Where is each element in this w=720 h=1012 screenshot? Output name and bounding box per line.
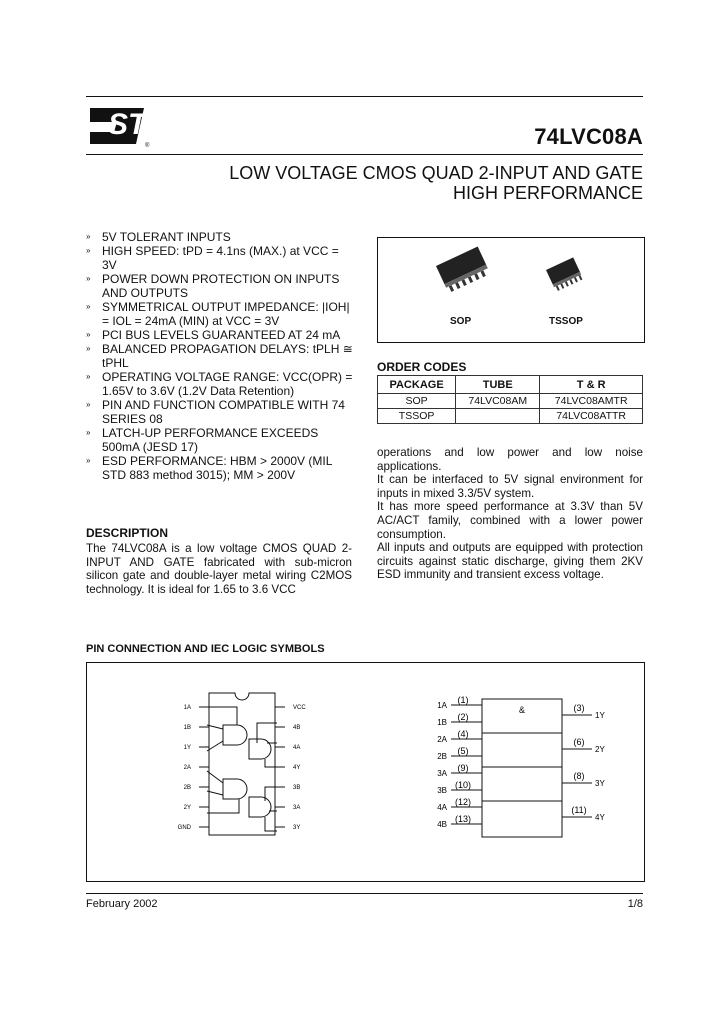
order-codes-table [377,375,643,424]
feature-item: » HIGH SPEED: tPD = 4.1ns (MAX.) at VCC = 3V [86,244,356,272]
column-header: TUBE [456,376,540,394]
table-cell [456,409,540,424]
dip-right-pin-label: 4B [293,725,301,731]
description-left: The 74LVC08A is a low voltage CMOS QUAD 2-INPUT AND GATE fabricated with sub-micron silicon gate and double-layer metal wiring C2MOS technology. It is ideal for 1.65 to 3.6 VCC [86,542,352,596]
dip-left-pin-label: 1Y [183,745,191,751]
tssop-label: TSSOP [549,316,583,327]
dip-left-pin-label: 2Y [183,805,191,811]
iec-output-label: 4Y [595,813,605,822]
feature-item: » LATCH-UP PERFORMANCE EXCEEDS 500mA (JESD 17) [86,426,356,454]
table-cell: SOP [378,394,456,409]
iec-input-pin-number: (1) [457,695,469,705]
feature-item: » PCI BUS LEVELS GUARANTEED AT 24 mA [86,328,356,342]
description-right [377,446,643,582]
iec-input-pin-number: (12) [454,797,472,807]
dip-left-pin-label: 1B [183,725,191,731]
dip-left-pin-label: GND [177,825,191,831]
order-codes-heading: ORDER CODES [377,360,467,374]
iec-output-label: 3Y [595,779,605,788]
iec-output-pin-number: (11) [571,805,587,815]
iec-input-pin-number: (2) [457,712,469,722]
dip-right-pin-label: 4A [293,745,301,751]
feature-item: » ESD PERFORMANCE: HBM > 2000V (MIL STD 883 method 3015); MM > 200V [86,454,356,482]
dip-right-pin-label: 3B [293,785,301,791]
logo-text: ST [108,108,147,141]
table-cell: 74LVC08AM [456,394,540,409]
iec-input-label: 2A [437,735,447,744]
pin-diagram [87,663,644,881]
dip-left-pin-label: 2B [183,785,191,791]
pin-connection-heading: PIN CONNECTION AND IEC LOGIC SYMBOLS [86,643,325,655]
table-header-row [378,376,643,394]
iec-output-pin-number: (3) [573,703,585,713]
feature-item: » PIN AND FUNCTION COMPATIBLE WITH 74 SERIES 08 [86,398,356,426]
gate-symbol: & [519,705,526,715]
iec-input-label: 4B [437,820,447,829]
feature-item: » SYMMETRICAL OUTPUT IMPEDANCE: |IOH| = IOL = 24mA (MIN) at VCC = 3V [86,300,356,328]
iec-input-label: 3B [437,786,447,795]
table-row [378,409,643,424]
st-logo [86,104,154,148]
footer-date: February 2002 [86,898,158,910]
top-rule [86,96,643,97]
iec-output-label: 1Y [595,711,605,720]
iec-input-pin-number: (5) [457,746,469,756]
description-paragraph: All inputs and outputs are equipped with protection circuits against static discharge, giving them 2KV ESD immunity and transient excess voltage. [377,541,643,582]
column-header: PACKAGE [378,376,456,394]
feature-item: » BALANCED PROPAGATION DELAYS: tPLH ≅ tPHL [86,342,356,370]
dip-left-pin-label: 2A [183,765,191,771]
iec-input-label: 4A [437,803,447,812]
dip-left-pin-label: 1A [183,705,191,711]
iec-input-pin-number: (13) [454,814,472,824]
iec-input-label: 2B [437,752,447,761]
iec-input-label: 1B [437,718,447,727]
table-cell: 74LVC08ATTR [540,409,643,424]
feature-item: » POWER DOWN PROTECTION ON INPUTS AND OUTPUTS [86,272,356,300]
dip-right-pin-label: VCC [293,705,306,711]
description-heading: DESCRIPTION [86,526,169,540]
column-header: T & R [540,376,643,394]
footer-rule [86,893,643,894]
iec-input-pin-number: (10) [454,780,472,790]
subtitle-line-1: LOW VOLTAGE CMOS QUAD 2-INPUT AND GATE [229,163,643,183]
package-images [378,238,644,318]
description-paragraph: operations and low power and low noise applications. [377,446,643,473]
iec-output-pin-number: (8) [573,771,585,781]
iec-input-pin-number: (4) [457,729,469,739]
description-paragraph: It can be interfaced to 5V signal environment for inputs in mixed 3.3/5V system. [377,473,643,500]
iec-input-label: 3A [437,769,447,778]
dip-right-pin-label: 3Y [293,825,301,831]
feature-item: » 5V TOLERANT INPUTS [86,230,356,244]
subtitle [123,163,643,203]
iec-input-pin-number: (9) [457,763,469,773]
iec-output-label: 2Y [595,745,605,754]
part-number: 74LVC08A [534,124,643,149]
title-rule [86,154,643,155]
feature-item: » OPERATING VOLTAGE RANGE: VCC(OPR) = 1.65V to 3.6V (1.2V Data Retention) [86,370,356,398]
iec-output-pin-number: (6) [573,737,585,747]
dip-right-pin-label: 3A [293,805,301,811]
iec-input-label: 1A [437,701,447,710]
dip-right-pin-label: 4Y [293,765,301,771]
package-box [377,237,645,343]
footer-page: 1/8 [627,898,643,910]
pin-diagram-frame [86,662,645,882]
svg-text:®: ® [145,143,150,148]
features-list [86,230,356,482]
description-paragraph: It has more speed performance at 3.3V than 5V AC/ACT family, combined with a lower power consumption. [377,500,643,541]
table-row [378,394,643,409]
table-cell: 74LVC08AMTR [540,394,643,409]
table-cell: TSSOP [378,409,456,424]
sop-label: SOP [450,316,472,327]
subtitle-line-2: HIGH PERFORMANCE [452,183,643,203]
